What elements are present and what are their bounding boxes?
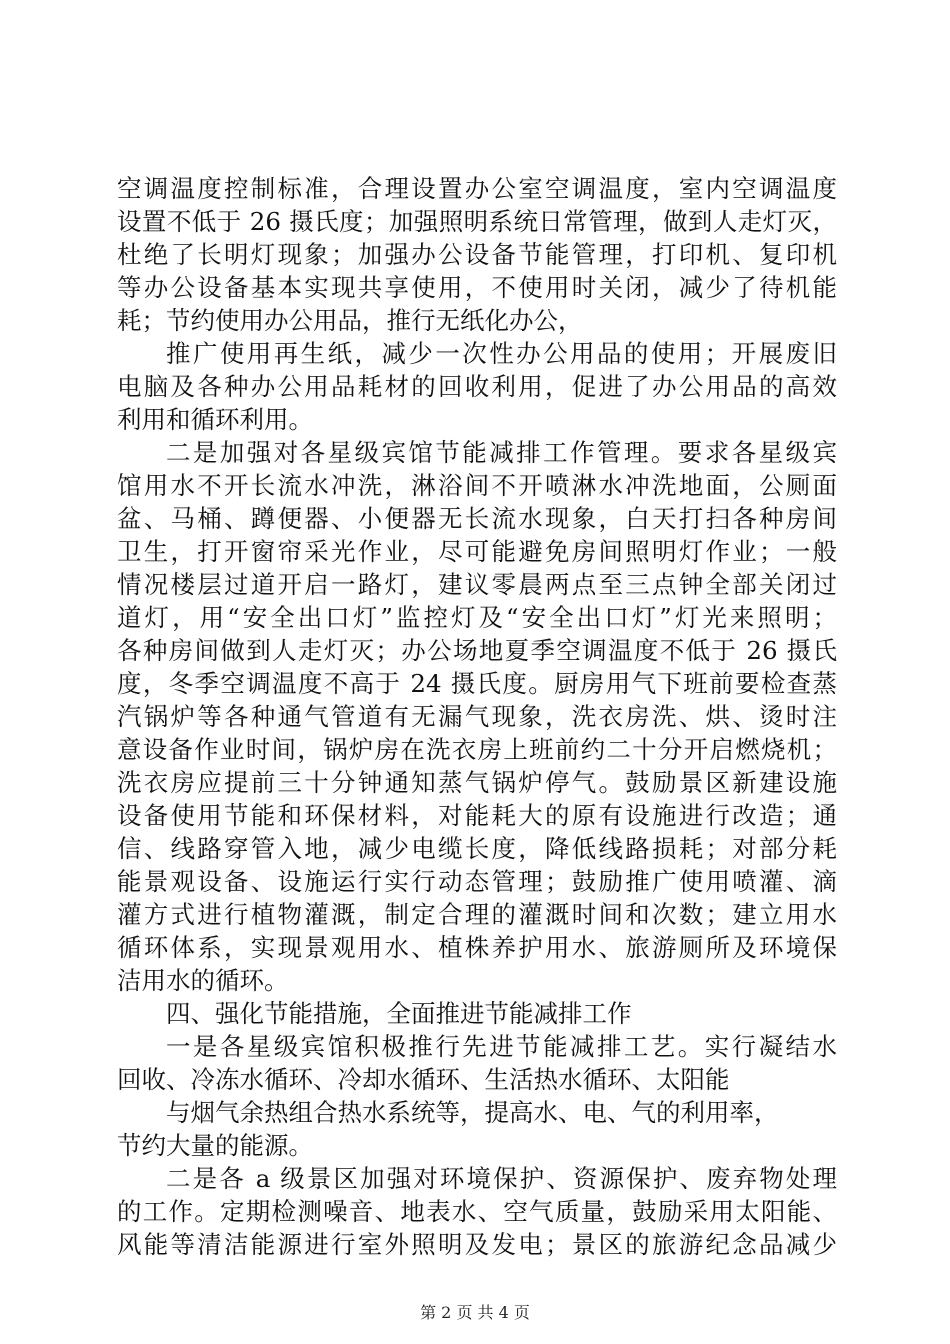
text-line: 洁用水的循环。 bbox=[117, 966, 289, 995]
text-line: 循环体系，实现景观用水、植株养护用水、旅游厕所及环境保 bbox=[117, 933, 837, 962]
text-line: 汽锅炉等各种通气管道有无漏气现象，洗衣房洗、烘、烫时注 bbox=[117, 702, 837, 731]
text-line: 二是加强对各星级宾馆节能减排工作管理。要求各星级宾 bbox=[166, 438, 837, 467]
text-line: 回收、冷冻水循环、冷却水循环、生活热水循环、太阳能 bbox=[117, 1065, 730, 1094]
text-line: 能景观设备、设施运行实行动态管理；鼓励推广使用喷灌、滴 bbox=[117, 867, 837, 896]
text-line: 耗；节约使用办公用品，推行无纸化办公， bbox=[117, 306, 583, 335]
text-line: 道灯，用“安全出口灯”监控灯及“安全出口灯”灯光来照明； bbox=[117, 603, 837, 632]
text-line: 各种房间做到人走灯灭；办公场地夏季空调温度不低于 26 摄氏 bbox=[117, 636, 837, 665]
text-line: 推广使用再生纸，减少一次性办公用品的使用；开展废旧 bbox=[166, 339, 837, 368]
text-line: 等办公设备基本实现共享使用，不使用时关闭，减少了待机能 bbox=[117, 273, 837, 302]
text-line: 一是各星级宾馆积极推行先进节能减排工艺。实行凝结水 bbox=[166, 1032, 837, 1061]
text-line: 与烟气余热组合热水系统等，提高水、电、气的利用率， bbox=[166, 1098, 779, 1127]
text-line: 风能等清洁能源进行室外照明及发电；景区的旅游纪念品减少 bbox=[117, 1230, 837, 1259]
page-footer: 第 2 页 共 4 页 bbox=[420, 1303, 530, 1322]
text-line: 信、线路穿管入地，减少电缆长度，降低线路损耗；对部分耗 bbox=[117, 834, 837, 863]
text-line: 设置不低于 26 摄氏度；加强照明系统日常管理，做到人走灯灭， bbox=[117, 207, 837, 236]
text-line: 洗衣房应提前三十分钟通知蒸气锅炉停气。鼓励景区新建设施 bbox=[117, 768, 837, 797]
text-line: 灌方式进行植物灌溉，制定合理的灌溉时间和次数；建立用水 bbox=[117, 900, 837, 929]
text-line: 盆、马桶、蹲便器、小便器无长流水现象，白天打扫各种房间 bbox=[117, 504, 837, 533]
text-line: 杜绝了长明灯现象；加强办公设备节能管理，打印机、复印机 bbox=[117, 240, 837, 269]
text-line: 情况楼层过道开启一路灯，建议零晨两点至三点钟全部关闭过 bbox=[117, 570, 837, 599]
text-line: 二是各 a 级景区加强对环境保护、资源保护、废弃物处理 bbox=[166, 1164, 837, 1193]
text-line: 空调温度控制标准，合理设置办公室空调温度，室内空调温度 bbox=[117, 174, 837, 203]
text-line: 意设备作业时间，锅炉房在洗衣房上班前约二十分开启燃烧机； bbox=[117, 735, 837, 764]
text-line: 设备使用节能和环保材料，对能耗大的原有设施进行改造；通 bbox=[117, 801, 837, 830]
text-line: 卫生，打开窗帘采光作业，尽可能避免房间照明灯作业；一般 bbox=[117, 537, 837, 566]
text-line: 度，冬季空调温度不高于 24 摄氏度。厨房用气下班前要检查蒸 bbox=[117, 669, 837, 698]
text-line: 的工作。定期检测噪音、地表水、空气质量，鼓励采用太阳能、 bbox=[117, 1197, 837, 1226]
text-line: 馆用水不开长流水冲洗，淋浴间不开喷淋水冲洗地面，公厕面 bbox=[117, 471, 837, 500]
text-line: 节约大量的能源。 bbox=[117, 1131, 313, 1160]
section-heading: 四、强化节能措施，全面推进节能减排工作 bbox=[166, 999, 632, 1028]
text-line: 利用和循环利用。 bbox=[117, 405, 313, 434]
text-line: 电脑及各种办公用品耗材的回收利用，促进了办公用品的高效 bbox=[117, 372, 837, 401]
